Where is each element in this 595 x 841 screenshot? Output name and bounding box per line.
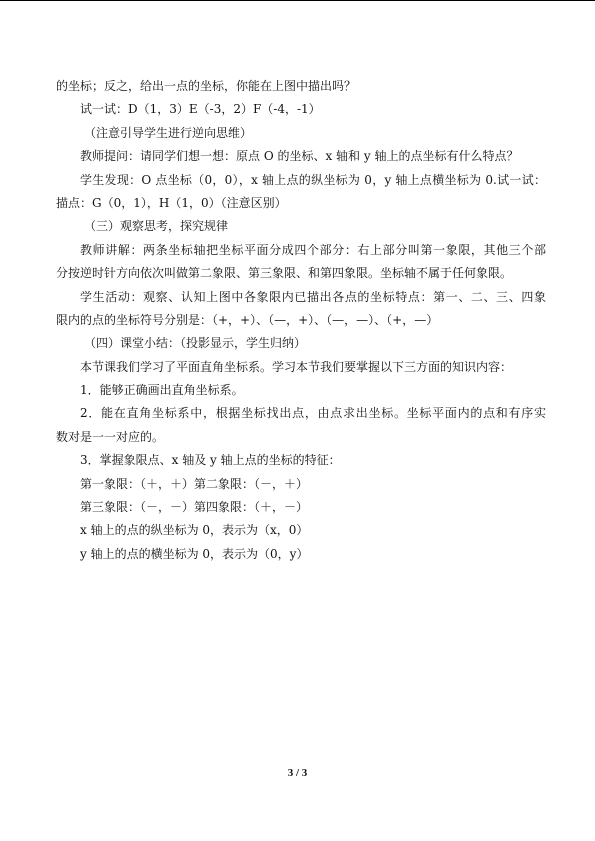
text-line: y 轴上的点的横坐标为 0，表示为（0，y） xyxy=(80,546,309,561)
text-line: 分按逆时针方向依次叫做第二象限、第三象限、和第四象限。坐标轴不属于任何象限。 xyxy=(56,266,513,281)
text-line: 本节课我们学习了平面直角坐标系。学习本节我们要掌握以下三方面的知识内容： xyxy=(80,359,513,374)
list-item: 3．掌握象限点、x 轴及 y 轴上点的坐标的特征： xyxy=(80,453,341,468)
text-line: 限内的点的坐标符号分别是：（+，+）、（—，+）、（—，—）、（+，—） xyxy=(56,312,439,327)
text-line: x 轴上的点的纵坐标为 0，表示为（x，0） xyxy=(80,523,309,538)
section-heading: （四）课堂小结：（投影显示，学生归纳） xyxy=(84,336,307,351)
header-rule xyxy=(0,0,595,1)
section-heading: （三）观察思考，探究规律 xyxy=(84,219,229,234)
list-item: 1．能够正确画出直角坐标系。 xyxy=(80,383,244,398)
text-line: 学生活动：观察、认知上图中各象限内已描出各点的坐标特点：第一、二、三、四象 xyxy=(80,289,546,304)
text-line: 描点：G（0，1），H（1，0）（注意区别） xyxy=(56,195,287,210)
text-line: 的坐标；反之，给出一点的坐标，你能在上图中描出吗？ xyxy=(56,79,357,93)
text-line: 数对是一一对应的。 xyxy=(56,429,165,444)
text-line: 试一试：D（1，3）E（-3，2）F（-4，-1） xyxy=(80,102,321,117)
text-line: 第一象限：（＋，＋）第二象限：（－，＋） xyxy=(80,476,309,491)
text-line: 学生发现：O 点坐标（0，0），x 轴上点的纵坐标为 0，y 轴上点横坐标为 0.试一试： xyxy=(80,172,546,187)
text-line: 教师提问：请同学们想一想：原点 O 的坐标、x 轴和 y 轴上的点坐标有什么特点？ xyxy=(80,149,519,164)
text-line: 教师讲解：两条坐标轴把坐标平面分成四个部分：右上部分叫第一象限，其他三个部 xyxy=(80,242,546,257)
document-body xyxy=(56,75,546,566)
text-line: （注意引导学生进行逆向思维） xyxy=(84,125,253,140)
list-item: 2．能在直角坐标系中，根据坐标找出点，由点求出坐标。坐标平面内的点和有序实 xyxy=(80,406,546,421)
text-line: 第三象限：（－，－）第四象限：（＋，－） xyxy=(80,500,309,515)
page-number: 3 / 3 xyxy=(287,767,308,779)
